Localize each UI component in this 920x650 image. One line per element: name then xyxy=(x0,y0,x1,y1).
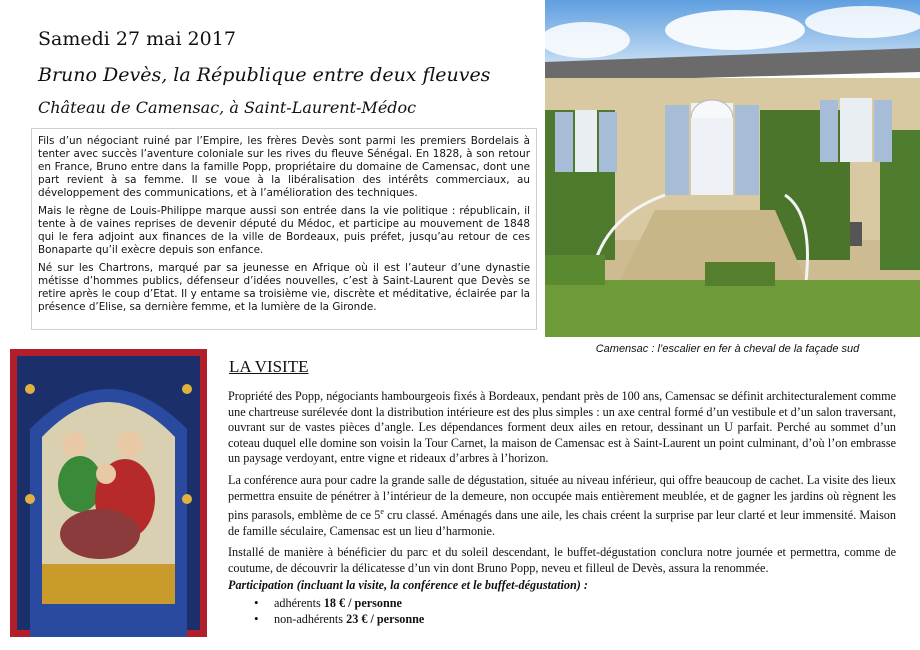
photo-caption: Camensac : l’escalier en fer à cheval de la façade sud xyxy=(595,343,860,355)
intro-paragraph: Né sur les Chartrons, marqué par sa jeunesse en Afrique où il est l’auteur d’une dynastie métisse d’hommes publics, défenseur d’idées nouvelles, c’est à Saint-Laurent que Devès se retire après le coup d’Etat. Il y entame sa troisième vie, discrète et méditative, éclairée par la présence d’Elise, sa dernière femme, et la lumière de la Gironde. xyxy=(38,262,530,313)
chateau-illustration xyxy=(545,0,920,337)
price-list xyxy=(254,595,424,627)
price-value: 18 € / personne xyxy=(323,596,402,610)
price-label: non-adhérents xyxy=(274,612,344,626)
intro-box xyxy=(31,128,537,330)
price-value: 23 € / personne xyxy=(346,612,425,626)
price-label: adhérents xyxy=(274,596,321,610)
stained-glass-image xyxy=(10,349,207,637)
visit-text: cru classé. Aménagés dans une aile, les chais créent la surprise par leur clarté et leur immensité. Maison de famille séculaire, Camensac est un lieu d’harmonie. xyxy=(228,508,896,538)
visit-heading: LA VISITE xyxy=(229,357,309,376)
visit-paragraph xyxy=(228,473,896,539)
price-item xyxy=(254,595,424,611)
event-title: Bruno Devès, la République entre deux fleuves xyxy=(38,64,491,86)
stained-glass-illustration xyxy=(10,349,207,637)
event-date: Samedi 27 mai 2017 xyxy=(38,28,236,50)
visit-paragraph: Installé de manière à bénéficier du parc et du soleil descendant, le buffet-dégustation conclura notre journée et permettra, comme de coutume, de découvrir la délicatesse d’un vin dont Bruno Popp, neveu et filleul de Devès, assura la renommée. xyxy=(228,545,896,575)
participation-label: Participation (incluant la visite, la conférence et le buffet-dégustation) : xyxy=(228,578,588,592)
chateau-photo xyxy=(545,0,920,337)
visit-text: La conférence aura pour cadre la grande salle de dégustation, située au niveau inférieur, qui offre beaucoup de cachet. La visite des lieux permettra ensuite de pénétrer à l’intérieur de la demeure, non occupée mais entièrement meublée, et de gagner les jardins où règnent les pins parasols, emblème de ce 5 xyxy=(228,472,896,523)
intro-paragraph: Mais le règne de Louis-Philippe marque aussi son entrée dans la vie politique : républicain, il tente à de vaines reprises de devenir député du Médoc, et participe au mouvement de 1848 qui le fera adjoint aux finances de la ville de Bordeaux, puis préfet, jusqu’au retour de ces Bonaparte qu’il exècre depuis son enfance. xyxy=(38,205,530,256)
intro-paragraph: Fils d’un négociant ruiné par l’Empire, les frères Devès sont parmi les premiers Bordelais à tenter avec succès l’aventure coloniale sur les rives du fleuve Sénégal. En 1828, à son retour en France, Bruno entre dans la famille Popp, propriétaire du domaine de Camensac, dont une part revient à sa femme. Il se voue à la libéralisation des intérêts commerciaux, au développement des communications, et à l’amélioration des techniques. xyxy=(38,135,530,199)
price-item xyxy=(254,611,424,627)
ordinal-suffix: e xyxy=(380,507,384,517)
visit-paragraph: Propriété des Popp, négociants hambourgeois fixés à Bordeaux, pendant près de 100 ans, Camensac se définit architecturalement comme une chartreuse surélevée dont la distribution intérieure est des plus simples : un axe central formé d’un vestibule et d’un salon traversant, ouvrant sur de vastes pièces d’angle. Les dépendances forment deux ailes en retour, dessinant un U parfait. Perché au sommet d’un coteau duquel elle domine son voisin la Tour Carnet, la maison de Camensac est à Saint-Laurent un point culminant, d’où l’on embrasse un paysage verdoyant, entre vigne et rideaux d’arbres à l’horizon. xyxy=(228,389,896,466)
event-location: Château de Camensac, à Saint-Laurent-Médoc xyxy=(38,98,417,117)
visit-body xyxy=(228,389,896,583)
